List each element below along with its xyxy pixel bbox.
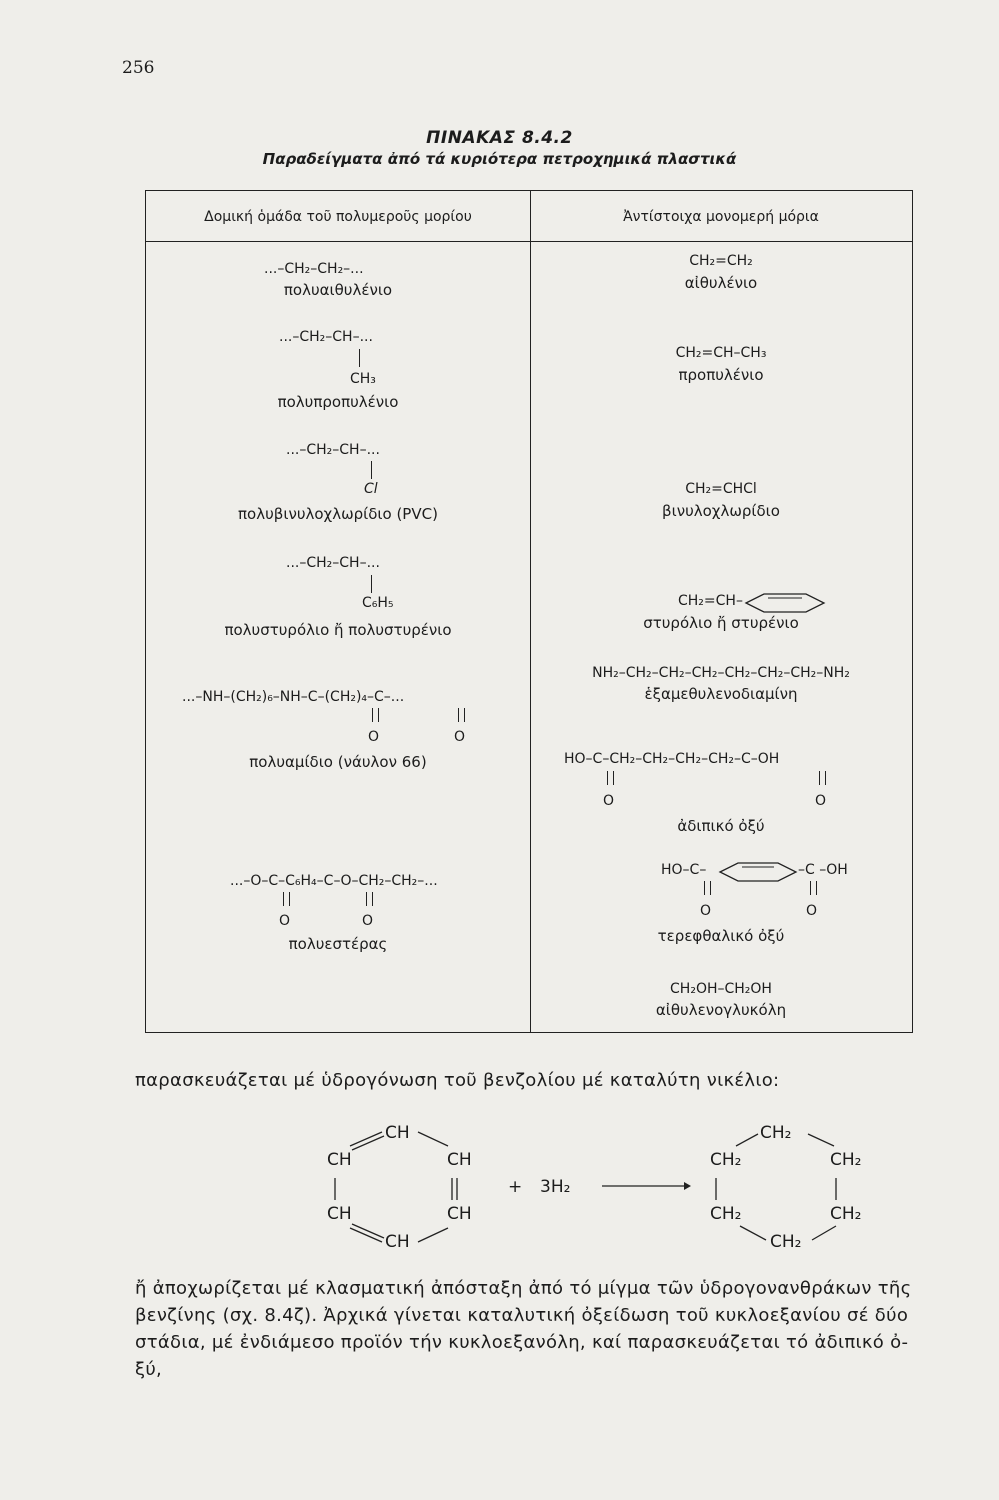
hmda-formula: NH₂–CH₂–CH₂–CH₂–CH₂–CH₂–CH₂–NH₂ — [592, 665, 850, 681]
pvc-formula: ...–CH₂–CH–... — [286, 442, 380, 458]
glycol-name: αἰθυλενογλυκόλη — [655, 1001, 787, 1019]
text-after-line-1: ἤ ἀποχωρίζεται μέ κλασματική ἀπόσταξη ἀπό τό μίγμα τῶν ὑδρογονανθράκων τῆς — [135, 1278, 912, 1299]
tere-oxygen-2: O — [806, 903, 818, 919]
benzene-ring-icon — [716, 861, 800, 883]
reaction-arrow-icon — [600, 1178, 692, 1194]
pvc-bond — [371, 461, 372, 479]
terephthalic-name: τερεφθαλικό ὀξύ — [657, 927, 785, 945]
adipic-double-bond-1 — [607, 771, 614, 785]
header-divider — [146, 241, 912, 242]
pp-bond — [359, 349, 360, 367]
table-subtitle: Παραδείγματα ἀπό τά κυριότερα πετροχημικά πλαστικά — [262, 150, 737, 168]
pes-double-bond-1 — [283, 892, 290, 906]
tere-double-bond-1 — [704, 881, 711, 895]
header-left: Δομική ὁμάδα τοῦ πολυμεροῦς μορίου — [204, 209, 472, 225]
ethylene-name: αἰθυλένιο — [684, 274, 758, 292]
cyclohexane-lower-right: CH₂ — [830, 1204, 862, 1224]
pes-oxygen-1: O — [279, 913, 291, 929]
vinyl-chloride-formula: CH₂=CHCl — [685, 481, 757, 497]
header-right: Ἀντίστοιχα μονομερή μόρια — [623, 209, 819, 225]
pes-name: πολυεστέρας — [288, 935, 388, 953]
cyclohexane-bottom: CH₂ — [770, 1232, 802, 1252]
adipic-name: ἀδιπικό ὀξύ — [677, 817, 765, 835]
pa-double-bond-2 — [458, 708, 465, 722]
pa-oxygen-2: O — [454, 729, 466, 745]
styrene-name: στυρόλιο ἤ στυρένιο — [643, 614, 799, 632]
ps-bond — [371, 575, 372, 593]
pa-name: πολυαμίδιο (νάυλον 66) — [249, 753, 427, 771]
text-after-line-3: στάδια, μέ ἐνδιάμεσο προϊόν τήν κυκλοεξανόλη, καί παρασκευάζεται τό ἀδιπικό ὀ- — [135, 1332, 909, 1353]
cyclohexane-lower-left: CH₂ — [710, 1204, 742, 1224]
cyclohexane-bonds — [700, 1120, 880, 1260]
benzene-ring-icon — [742, 592, 828, 614]
pvc-name: πολυβινυλοχλωρίδιο (PVC) — [238, 505, 438, 523]
benzene-upper-left: CH — [327, 1150, 352, 1170]
pp-name: πολυπροπυλένιο — [277, 393, 399, 411]
hydrogen: 3H₂ — [540, 1177, 571, 1197]
pes-oxygen-2: O — [362, 913, 374, 929]
adipic-double-bond-2 — [819, 771, 826, 785]
pe-name: πολυαιθυλένιο — [283, 281, 393, 299]
polymer-table — [145, 190, 913, 1033]
pp-formula: ...–CH₂–CH–... — [279, 329, 373, 345]
ps-formula: ...–CH₂–CH–... — [286, 555, 380, 571]
pa-oxygen-1: O — [368, 729, 380, 745]
benzene-bottom: CH — [385, 1232, 410, 1252]
terephthalic-right: –C –OH — [798, 862, 848, 878]
glycol-formula: CH₂OH–CH₂OH — [670, 981, 772, 997]
terephthalic-left: HO–C– — [661, 862, 707, 878]
column-divider — [530, 191, 531, 1032]
styrene-formula: CH₂=CH– — [678, 593, 743, 609]
pa-formula: ...–NH–(CH₂)₆–NH–C–(CH₂)₄–C–... — [182, 689, 405, 705]
tere-double-bond-2 — [810, 881, 817, 895]
text-after-line-4: ξύ, — [135, 1359, 163, 1380]
vinyl-chloride-name: βινυλοχλωρίδιο — [662, 502, 780, 520]
hmda-name: ἑξαμεθυλενοδιαμίνη — [644, 685, 798, 703]
table-title: ΠΙΝΑΚΑΣ 8.4.2 — [426, 128, 573, 148]
benzene-bonds — [320, 1120, 490, 1260]
cyclohexane-upper-right: CH₂ — [830, 1150, 862, 1170]
adipic-oxygen-1: O — [603, 793, 615, 809]
pe-formula: ...–CH₂–CH₂–... — [264, 261, 364, 277]
benzene-lower-left: CH — [327, 1204, 352, 1224]
plus-sign: + — [508, 1177, 523, 1197]
pes-double-bond-2 — [366, 892, 373, 906]
propylene-name: προπυλένιο — [678, 366, 764, 384]
adipic-oxygen-2: O — [815, 793, 827, 809]
benzene-upper-right: CH — [447, 1150, 472, 1170]
propylene-formula: CH₂=CH–CH₃ — [675, 345, 767, 361]
pvc-substituent: Cl — [364, 481, 378, 497]
ps-substituent: C₆H₅ — [362, 595, 394, 611]
text-after-line-2: βενζίνης (σχ. 8.4ζ). Ἀρχικά γίνεται καταλυτική ὀξείδωση τοῦ κυκλοεξανίου σέ δύο — [135, 1305, 909, 1326]
benzene-top: CH — [385, 1123, 410, 1143]
pp-substituent: CH₃ — [350, 371, 376, 387]
pes-formula: ...–O–C–C₆H₄–C–O–CH₂–CH₂–... — [230, 873, 438, 889]
benzene-lower-right: CH — [447, 1204, 472, 1224]
page-number: 256 — [122, 58, 155, 78]
tere-oxygen-1: O — [700, 903, 712, 919]
ethylene-formula: CH₂=CH₂ — [689, 253, 753, 269]
text-before-reaction: παρασκευάζεται μέ ὑδρογόνωση τοῦ βενζολίου μέ καταλύτη νικέλιο: — [135, 1070, 780, 1091]
cyclohexane-top: CH₂ — [760, 1123, 792, 1143]
cyclohexane-upper-left: CH₂ — [710, 1150, 742, 1170]
ps-name: πολυστυρόλιο ἤ πολυστυρένιο — [224, 621, 452, 639]
adipic-formula: HO–C–CH₂–CH₂–CH₂–CH₂–C–OH — [564, 751, 780, 767]
pa-double-bond-1 — [372, 708, 379, 722]
